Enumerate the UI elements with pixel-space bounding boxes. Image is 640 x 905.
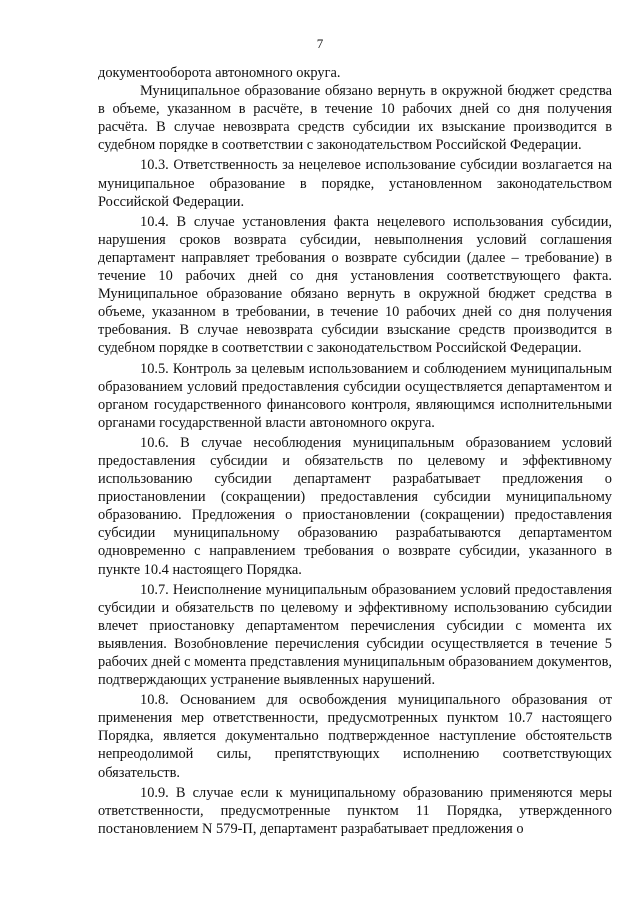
paragraph-10-8: 10.8. Основанием для освобождения муниципального образования от применения мер ответственности, предусмотренных пунктом 10.7 настоящего Порядка, является документально подтвержденное наступление обстоятельств непреодолимой силы, препятствующих исполнению соответствующих обязательств. [98,692,612,781]
page-number: 7 [316,36,324,51]
paragraph-refund-obligation: Муниципальное образование обязано вернуть в окружной бюджет средства в объеме, указанном в расчёте, в течение 10 рабочих дней со дня получения расчёта. В случае невозврата средств субсидии их взыскание производится в судебном порядке в соответствии с законодательством Российской Федерации. [98,83,612,154]
paragraph-10-3: 10.3. Ответственность за нецелевое использование субсидии возлагается на муниципальное образование в порядке, установленном законодательством Российской Федерации. [98,157,612,210]
paragraph-10-5: 10.5. Контроль за целевым использованием и соблюдением муниципальным образованием условий предоставления субсидии осуществляется департаментом и органом государственного финансового контроля, являющимся исполнительными органами государственной власти автономного округа. [98,360,612,431]
paragraph-10-7: 10.7. Неисполнение муниципальным образованием условий предоставления субсидии и обязательств по целевому и эффективному использованию субсидии влечет приостановку департаментом перечисления субсидии с момента их выявления. Возобновление перечисления субсидии осуществляется в течение 5 рабочих дней с момента представления муниципальным образованием документов, подтверждающих устранение выявленных нарушений. [98,581,612,689]
paragraph-continuation: документооборота автономного округа. [98,65,341,81]
paragraph-10-4: 10.4. В случае установления факта нецелевого использования субсидии, нарушения сроков возврата субсидии, невыполнения условий соглашения департамент направляет требования о возврате субсидии (далее – требование) в течение 10 рабочих дней со дня установления соответствующего факта. Муниципальное образование обязано вернуть в окружной бюджет средства в объеме, указанном в требовании, в течение 10 рабочих дней со дня получения требования. В случае невозврата субсидии взыскание средств производится в судебном порядке в соответствии с законодательством Российской Федерации. [98,213,612,357]
paragraph-10-9: 10.9. В случае если к муниципальному образованию применяются меры ответственности, предусмотренные пунктом 11 Порядка, утвержденного постановлением N 579-П, департамент разрабатывает предложения о [98,784,612,837]
document-body [98,64,612,838]
paragraph-10-6: 10.6. В случае несоблюдения муниципальным образованием условий предоставления субсидии и обязательств по целевому и эффективному использованию субсидии департамент разрабатывает предложения о приостановлении (сокращении) предоставления субсидии муниципальному образованию. Предложения о приостановлении (сокращении) предоставления субсидии муниципальному образованию разрабатываются департаментом одновременно с направлением требования о возврате субсидии, указанного в пункте 10.4 настоящего Порядка. [98,434,612,578]
